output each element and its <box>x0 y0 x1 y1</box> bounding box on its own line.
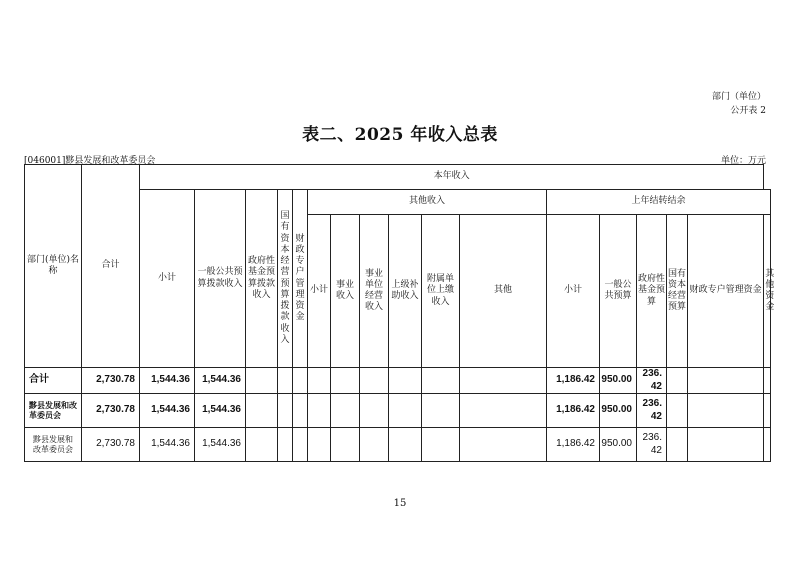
col-header-total: 合计 <box>82 165 140 368</box>
table-row <box>25 368 771 394</box>
col-header-co-subtotal: 小计 <box>547 215 600 368</box>
cell-general-budget-grant: 1,544.36 <box>195 394 246 428</box>
col-header-co-gov-fund: 政府性基金预算 <box>637 215 667 368</box>
col-header-co-general-budget: 一般公共预算 <box>600 215 637 368</box>
row-name: 合计 <box>25 368 82 394</box>
cell-co-general-budget: 950.00 <box>600 368 637 394</box>
cell-general-budget-grant: 1,544.36 <box>195 368 246 394</box>
col-header-subtotal: 小计 <box>140 190 195 368</box>
cell-subtotal: 1,544.36 <box>140 428 195 462</box>
col-header-gov-fund-grant: 政府性基金预算拨款收入 <box>246 190 278 368</box>
col-header-soe-capital-grant: 国有资本经营预算拨款收入 <box>278 190 293 368</box>
cell-subtotal: 1,544.36 <box>140 394 195 428</box>
cell-co-general-budget: 950.00 <box>600 428 637 462</box>
col-header-upper-subsidy: 上级补助收入 <box>389 215 422 368</box>
col-header-carryover: 上年结转结余 <box>547 190 771 215</box>
cell-co-general-budget: 950.00 <box>600 394 637 428</box>
col-header-other-income: 其他收入 <box>308 190 547 215</box>
col-header-affiliated-income: 附属单位上缴收入 <box>422 215 460 368</box>
cell-co-subtotal: 1,186.42 <box>547 368 600 394</box>
col-header-general-budget-grant: 一般公共预算拨款收入 <box>195 190 246 368</box>
income-table <box>24 164 775 462</box>
cell-general-budget-grant: 1,544.36 <box>195 428 246 462</box>
cell-co-gov-fund: 236.42 <box>637 368 667 394</box>
org-code: [046001]黟县发展和改革委员会 <box>24 156 156 166</box>
col-header-other: 其他 <box>460 215 547 368</box>
row-name: 黟县发展和改革委员会 <box>25 428 82 462</box>
col-header-dept: 部门(单位)名称 <box>25 165 82 368</box>
col-header-co-fiscal-special: 财政专户管理资金 <box>688 215 764 368</box>
page-title: 表二、2025 年收入总表 <box>302 125 498 145</box>
col-header-operating-income: 事业单位经营收入 <box>360 215 389 368</box>
row-name: 黟县发展和改革委员会 <box>25 394 82 428</box>
page-number: 15 <box>393 498 407 509</box>
cell-subtotal: 1,544.36 <box>140 368 195 394</box>
col-header-co-other-funds: 其他资金 <box>764 215 771 368</box>
col-header-other-subtotal: 小计 <box>308 215 331 368</box>
table-row <box>25 394 771 428</box>
unit-label: 单位：万元 <box>720 156 766 166</box>
col-header-co-soe-capital: 国有资本经营预算 <box>667 215 688 368</box>
cell-co-subtotal: 1,186.42 <box>547 394 600 428</box>
cell-total: 2,730.78 <box>82 368 140 394</box>
cell-total: 2,730.78 <box>82 394 140 428</box>
cell-co-gov-fund: 236.42 <box>637 428 667 462</box>
cell-co-gov-fund: 236.42 <box>637 394 667 428</box>
dept-note: 部门（单位） <box>711 92 766 102</box>
sheet-number: 公开表 2 <box>730 106 766 116</box>
cell-co-subtotal: 1,186.42 <box>547 428 600 462</box>
table-row <box>25 428 771 462</box>
col-header-fiscal-special: 财政专户管理资金 <box>293 190 308 368</box>
col-header-this-year: 本年收入 <box>140 165 764 190</box>
col-header-business-income: 事业收入 <box>331 215 360 368</box>
cell-total: 2,730.78 <box>82 428 140 462</box>
